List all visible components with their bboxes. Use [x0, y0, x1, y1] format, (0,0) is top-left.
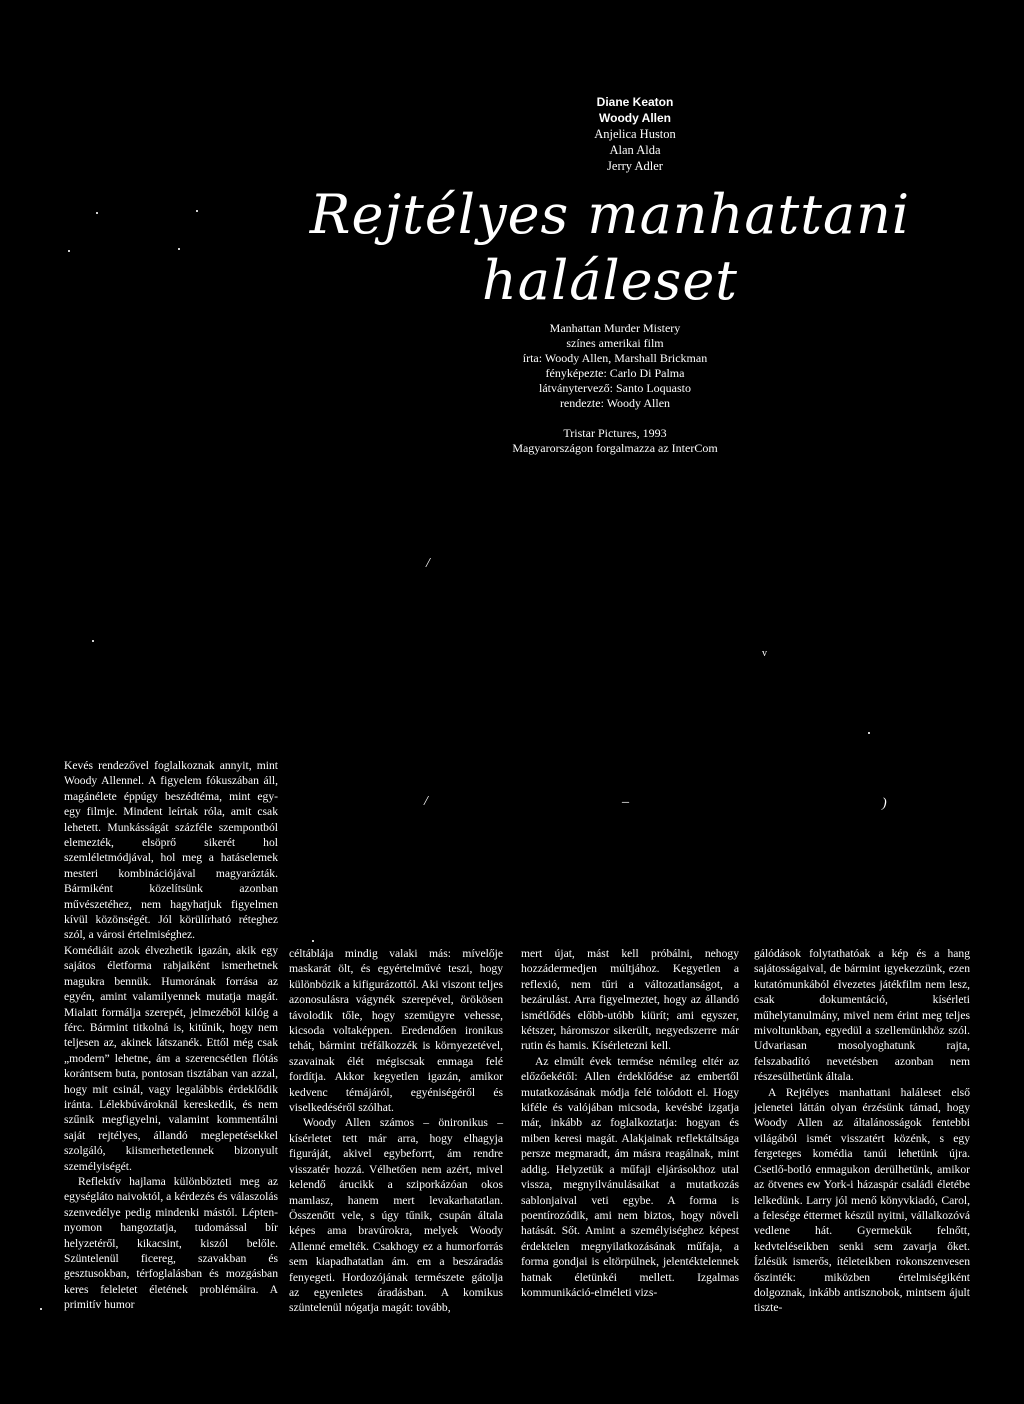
- cast-member: Jerry Adler: [607, 159, 663, 173]
- scan-speck: [92, 640, 94, 642]
- paragraph: Komédiáit azok élvezhetik igazán, akik egy sajátos életforma rabjaiként ismerhetnek magukra bennük. Humorának forrása az egyén, amint valamilyennek mutatja magát. Mialatt formálja szerepét, jelmezéből kilóg a férc. Bármint titkolná is, kitűnik, hogy nem teljesen az, akinek látszanék. Ettől még csak „modern” lehetne, ám a szerencsétlen flótás korántsem buta, pontosan tisztában van azzal, hogy mit csinál, vagy legalábbis érdeklődik iránta. Lélekbúvároknál kereskedik, és nem szűnik megfigyelni, valamint kommentálni saját rejtélyes, állandó meglepetésekkel szolgáló, kiismerhetetlennek bizonyult személyiségét.: [64, 943, 278, 1173]
- article-column-1: [64, 758, 278, 1313]
- paragraph: gálódások folytathatóak a kép és a hang sajátosságaival, de bármint igyekezzünk, ezen kutatómunkából élvezetes játékfilm nem lesz, csak dokumentáció, kísérleti műhelytanulmány, mivel nem érint meg teljes mivoltunkban, egyedül a szellemünkhöz szól. Udvariasan mosolyoghatunk rajta, felszabadító nevetésben azonban nem részesülhetünk általa.: [754, 947, 970, 1084]
- scan-speck: [312, 940, 314, 942]
- studio: Tristar Pictures, 1993: [563, 426, 667, 440]
- cast-member: Diane Keaton: [596, 95, 674, 109]
- paragraph: A Rejtélyes manhattani haláleset első jelenetei láttán olyan érzésünk támad, hogy Woody Allen az általánosságok fentebbi világából ismét visszatért közénk, s egy fergeteges komédia tanúi lehetünk újra. Csetlő-botló enmagukon derülhetünk, amikor az ötvenes ew York-i házaspár családi életébe lelkedünk. Larry jól menő könyvkiadó, Carol, a felesége éttermet készül nyitni, vállalkozóvá vedlene hát. Gyermekük felnőtt, kedvteléseikben senki sem zavarja őket. Ízlésük ismerős, ítéleteikben rokonszenvesen őszinték: miközben értelmiségiként dolgoznak, inkább antisznobok, mintsem ájult tiszte-: [754, 1085, 970, 1315]
- scan-mark: /: [424, 794, 428, 809]
- cast-member: Woody Allen: [599, 111, 671, 125]
- genre: színes amerikai film: [566, 336, 664, 350]
- paragraph: céltáblája mindig valaki más: mívelője maskarát ölt, és egyértelművé teszi, hogy különbözik a kifigurázottól. Aki viszont teljes azonosulásra vágynék szerepével, örökösen távolodik tőle, hogy szemügyre vehesse, kicsoda voltaképpen. Eredendően ironikus tehát, bármint tréfálkozzék is környezetével, szavainak élét mégiscsak enmaga felé fordítja. Akkor kegyetlen igazán, amikor kedvenc témájáról, egyéniségéről és viselkedéséről szólhat.: [289, 947, 503, 1115]
- article-column-2: [289, 946, 503, 1316]
- paragraph: Az elmúlt évek termése némileg eltér az előzőekétől: Allen érdeklődése az embertől mutatkozásának módja felé tolódott el. Hogy kiféle és valójában micsoda, kevésbé izgatja már, inkább az foglalkoztatja: hogyan és miben keresi magát. Alakjainak reflektáltsága persze megmaradt, ám másra reagálnak, mint addig. Helyzetük a műfaji eljárásokhoz utal vissza, megnyilvánulásaikat a mutatkozás sablonjaival veti egybe. A forma is poentírozódik, ami nem biztos, hogy növeli hatását. Sőt. Amint a személyiséghez képest érdektelen megnyilatkozásának műfaja, a forma gondjai is eltörpülnek, jelentéktelennek hatnak életünkéi mellett. Izgalmas kommunikáció-elméleti vizs-: [521, 1054, 739, 1299]
- writers: írta: Woody Allen, Marshall Brickman: [522, 351, 708, 365]
- cast-member: Alan Alda: [609, 143, 661, 157]
- cinematographer: fényképezte: Carlo Di Palma: [545, 366, 685, 380]
- film-title-line-2: haláleset: [481, 249, 739, 312]
- film-title: [300, 182, 920, 314]
- paragraph: Kevés rendezővel foglalkoznak annyit, mint Woody Allennel. A figyelem fókuszában áll, magánélete éppúgy beszédtéma, mint egy-egy filmje. Mindent leírtak róla, amit csak lehetett. Munkásságát százféle szempontból elemezték, elsöprő sikerét hol szemléletmódjával, hol meg a hatáselemek mesteri kombinációjával magyarázták. Bármiként közelítsünk azonban művészetéhez, nem hagyhatjuk figyelmen kívül közönségét. Jól körülírható réteghez szól, a városi értelmiséghez.: [64, 759, 278, 942]
- film-title-line-1: Rejtélyes manhattani: [309, 183, 911, 246]
- scan-speck: [40, 1308, 42, 1310]
- scan-speck: [96, 212, 98, 214]
- scan-speck: [196, 210, 198, 212]
- credits-gap: [480, 411, 750, 426]
- paragraph: mert újat, mást kell próbálni, nehogy hozzádermedjen múltjához. Kegyetlen a reflexió, nem tűri a változatlanságot, a bezárulást. Arra figyelmeztet, hogy az állandó ismétlődés előbb-utóbb kiürít; ami egyszer, kétszer, háromszor sikerült, negyedszerre már rutin és hamis. Kísérletezni kell.: [521, 947, 739, 1053]
- distributor: Magyarországon forgalmazza az InterCom: [512, 441, 718, 455]
- scan-mark: _: [622, 790, 629, 805]
- scan-speck: [868, 732, 870, 734]
- scan-speck: [68, 250, 70, 252]
- scan-mark: /: [426, 556, 430, 571]
- article-column-3: [521, 946, 739, 1300]
- scan-mark: v: [762, 648, 767, 659]
- original-title: Manhattan Murder Mistery: [549, 321, 681, 335]
- film-credits: [480, 321, 750, 456]
- scan-speck: [178, 248, 180, 250]
- cast-list: [540, 94, 730, 174]
- scan-mark: ): [882, 796, 887, 811]
- production-designer: látványtervező: Santo Loquasto: [539, 381, 691, 395]
- article-column-4: [754, 946, 970, 1316]
- paragraph: Reflektív hajlama különbözteti meg az egységláto naivoktól, a kérdezés és válaszolás szenvedélye pedig mindenki mástól. Lépten-nyomon hangoztatja, tudomással bír helyzetéről, kikacsint, kiszól belőle. Szüntelenül ficereg, szavakban és gesztusokban, térfoglalásban és mozgásban keres feleletet életének problémáira. A primitív humor: [64, 1174, 278, 1312]
- paragraph: Woody Allen számos – önironikus – kísérletet tett már arra, hogy elhagyja figuráját, akivel egybeforrt, ám rendre visszatér hozzá. Vélhetően nem azért, mivel kelendő árucikk a sziporkázóan okos mamlasz, hanem mert levakarhatatlan. Összenőtt vele, s úgy tűnik, csupán általa képes ama bravúrokra, melyek Woody Allenné emelték. Csakhogy ez a humorforrás sem kiapadhatatlan ám. em a beszáradás fenyegeti. Hordozójának természete gátolja az egyenletes áradásban. A komikus szüntelenül nógatja magát: tovább,: [289, 1116, 503, 1315]
- director: rendezte: Woody Allen: [559, 396, 671, 410]
- cast-member: Anjelica Huston: [594, 127, 676, 141]
